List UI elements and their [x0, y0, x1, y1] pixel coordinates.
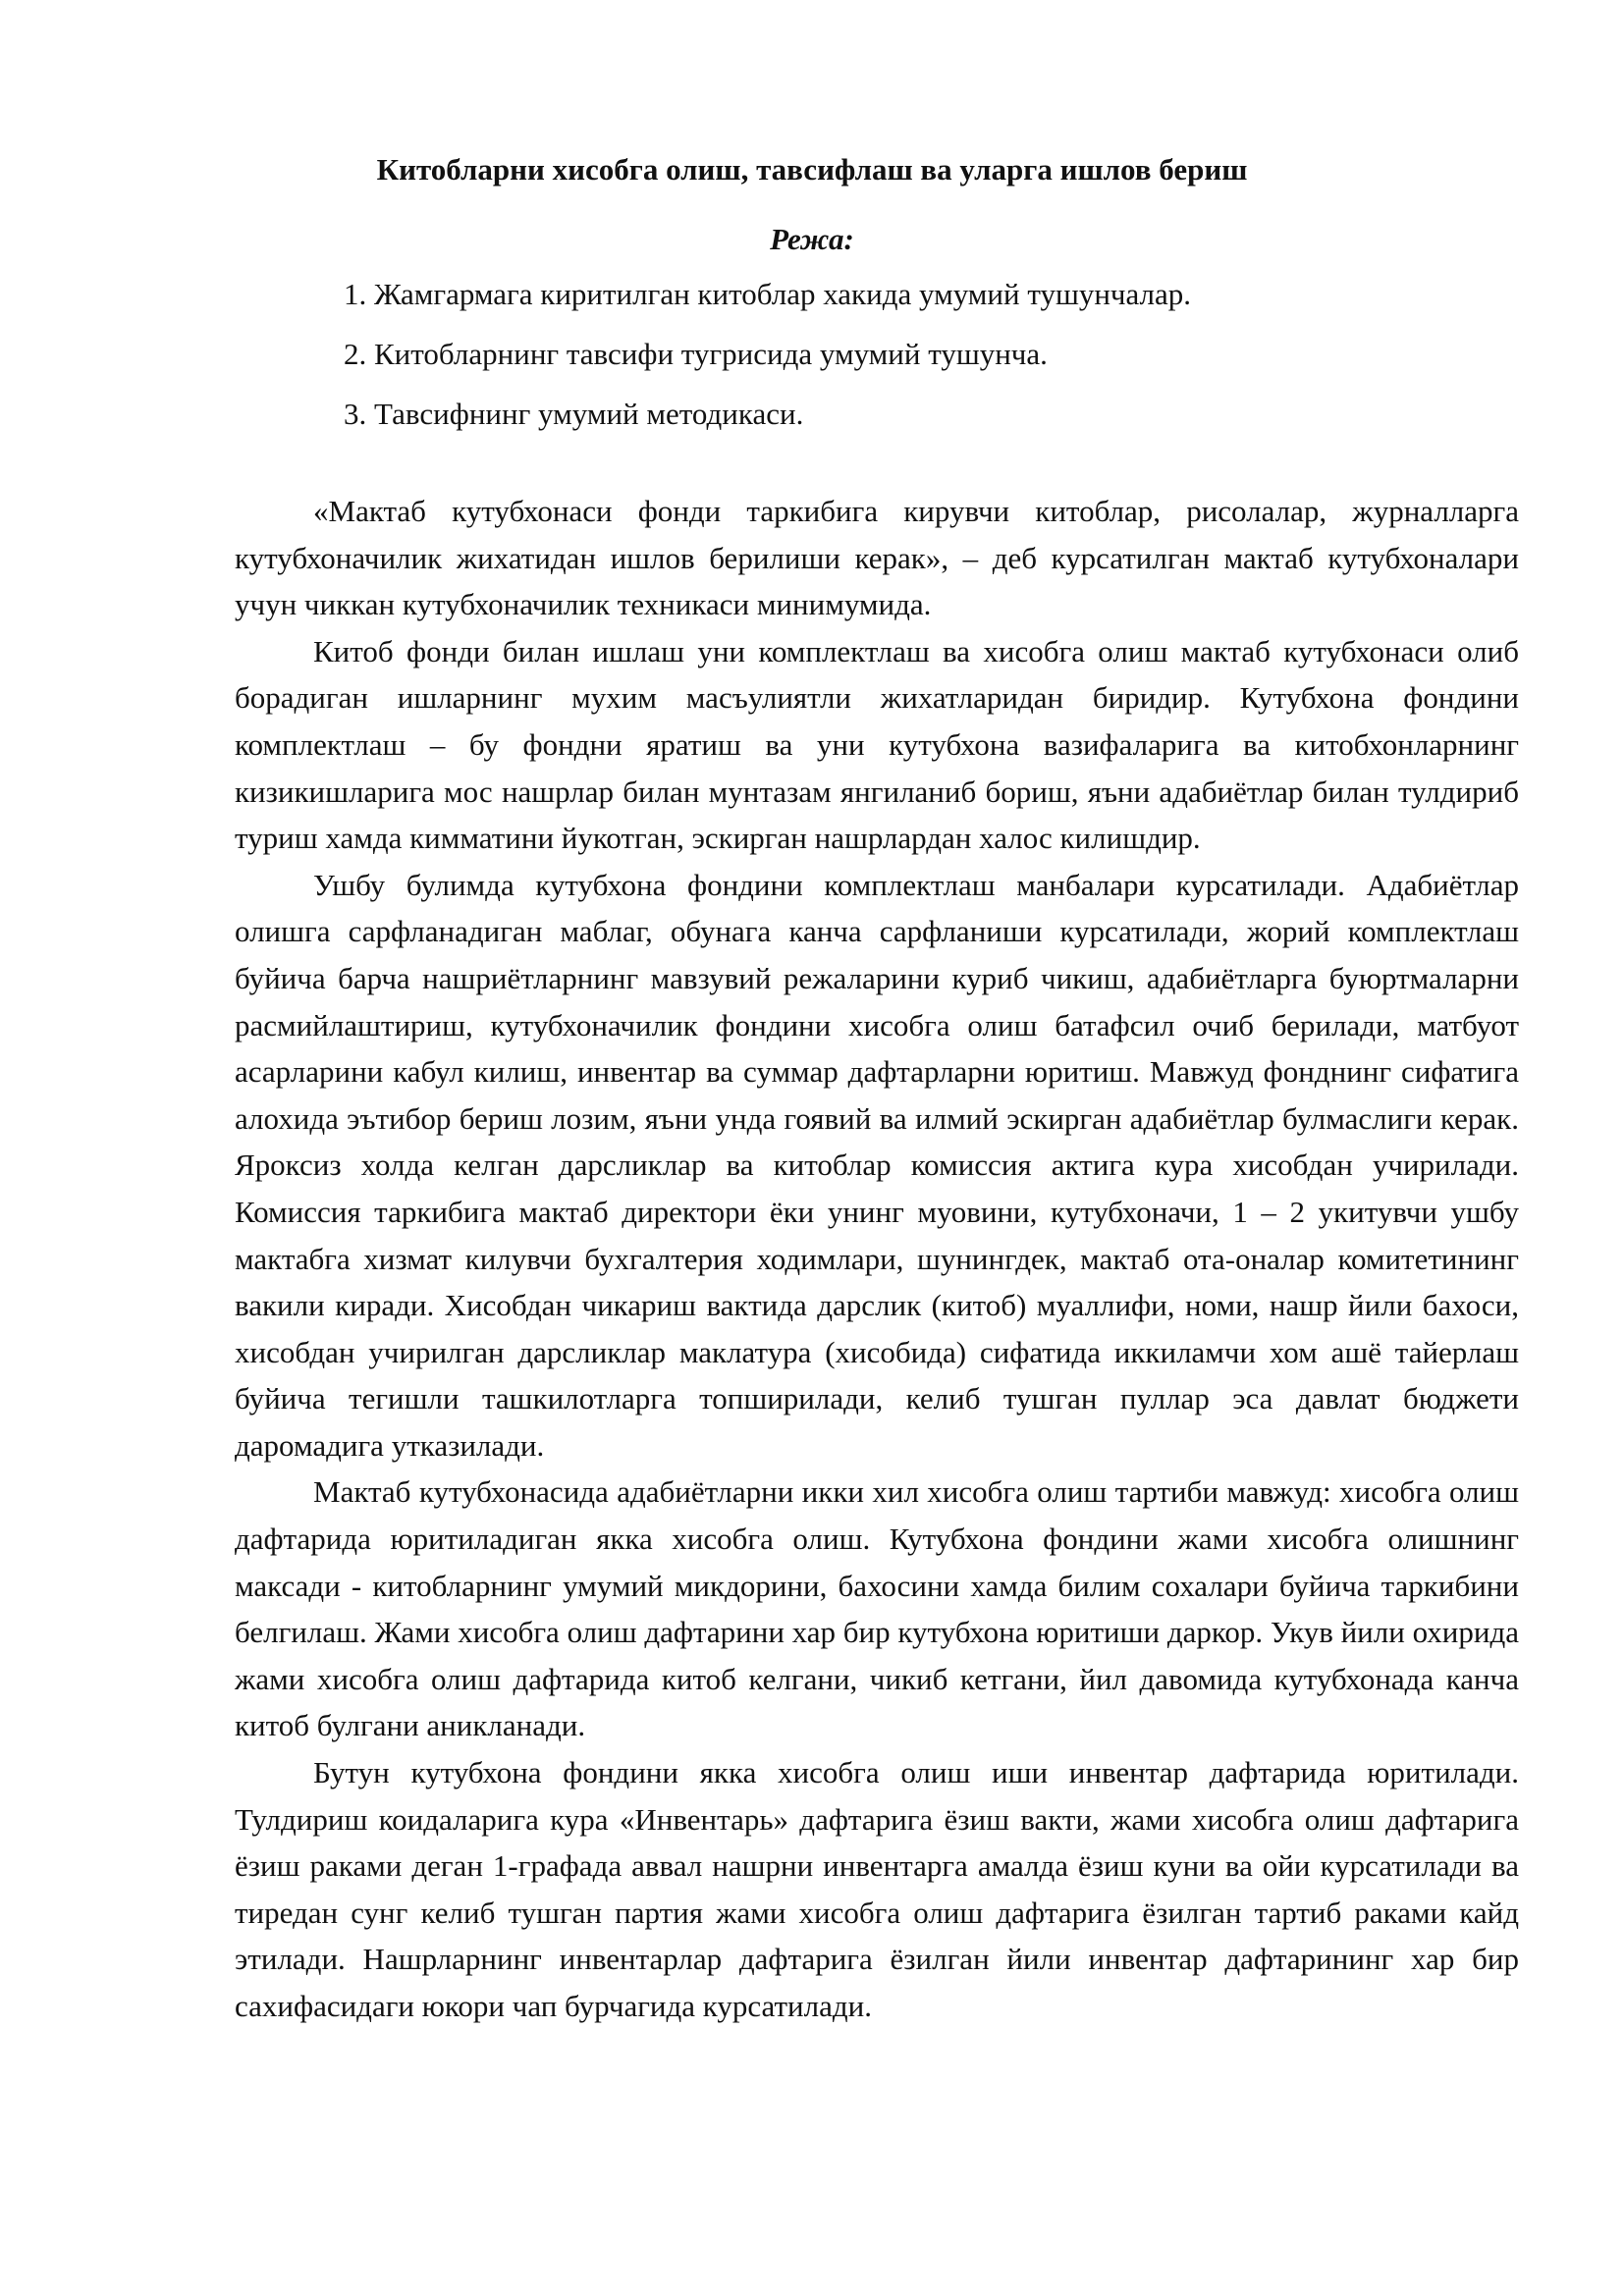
paragraph-3: Ушбу булимда кутубхона фондини комплектлаш манбалари курсатилади. Адабиётлар олишга сарфланадиган маблаг, обунага канча сарфланиши курсатилади, жорий комплектлаш буйича барча нашриётларнинг мавзувий режаларини куриб чикиш, адабиётларга буюртмаларни расмийлаштириш, кутубхоначилик фондини хисобга олиш батафсил очиб берилади, матбуот асарларини кабул килиш, инвентар ва суммар дафтарларни юритиш. Мавжуд фонднинг сифатига алохида эътибор бериш лозим, яъни унда гоявий ва илмий эскирган адабиётлар булмаслиги керак. Яроксиз холда келган дарсликлар ва китоблар комиссия актига кура хисобдан учирилади. Комиссия таркибига мактаб директори ёки унинг муовини, кутубхоначи, 1 – 2 укитувчи ушбу мактабга хизмат килувчи бухгалтерия ходимлари, шунингдек, мактаб ота-оналар комитетининг вакили киради. Хисобдан чикариш вактида дарслик (китоб) муаллифи, номи, нашр йили бахоси, хисобдан учирилган дарсликлар маклатура (хисобида) сифатида иккиламчи хом ашё тайерлаш буйича тегишли ташкилотларга топширилади, келиб тушган пуллар эса давлат бюджети даромадига утказилади.	[235, 867, 1519, 1463]
plan-item-3: 3. Тавсифнинг умумий методикаси.	[344, 397, 804, 431]
paragraph-4: Мактаб кутубхонасида адабиётларни икки хил хисобга олиш тартиби мавжуд: хисобга олиш дафтарида юритиладиган якка хисобга олиш. Кутубхона фондини жами хисобга олишнинг максади - китобларнинг умумий микдорини, бахосини хамда билим сохалари буйича таркибини белгилаш. Жами хисобга олиш дафтарини хар бир кутубхона юритиши даркор. Укув йили охирида жами хисобга олиш дафтарида китоб келгани, чикиб кетгани, йил давомида кутубхонада канча китоб булгани аникланади.	[235, 1474, 1520, 1743]
plan-heading: Режа:	[770, 222, 854, 256]
plan-item-2: 2. Китобларнинг тавсифи тугрисида умумий тушунча.	[344, 337, 1048, 371]
paragraph-2: Китоб фонди билан ишлаш уни комплектлаш ва хисобга олиш мактаб кутубхонаси олиб борадиган ишларнинг мухим масъулиятли жихатларидан биридир. Кутубхона фондини комплектлаш – бу фондни яратиш ва уни кутубхона вазифаларига ва китобхонларнинг кизикишларига мос нашрлар билан мунтазам янгиланиб бориш, яъни адабиётлар билан тулдириб туриш хамда кимматини йукотган, эскирган нашрлардан халос килишдир.	[235, 633, 1519, 856]
body-text	[235, 488, 1519, 2030]
plan-list	[344, 275, 1424, 454]
plan-item-1: 1. Жамгармага киритилган китоблар хакида умумий тушунчалар.	[344, 277, 1192, 311]
paragraph-5: Бутун кутубхона фондини якка хисобга олиш иши инвентар дафтарида юритилади. Тулдириш коидаларига кура «Инвентарь» дафтарига ёзиш вакти, жами хисобга олиш дафтарига ёзиш раками деган 1-графада аввал нашрни инвентарга амалда ёзиш куни ва ойи курсатилади ва тиредан сунг келиб тушган партия жами хисобга олиш дафтарига ёзилган тартиб раками кайд этилади. Нашрларнинг инвентарлар дафтарига ёзилган йили инвентар дафтарининг хар бир сахифасидаги юкори чап бурчагида курсатилади.	[235, 1755, 1519, 2023]
paragraph-1: «Мактаб кутубхонаси фонди таркибига кирувчи китоблар, рисолалар, журналларга кутубхоначилик жихатидан ишлов берилиши керак», – деб курсатилган мактаб кутубхоналари учун чиккан кутубхоначилик техникаси минимумида.	[235, 494, 1519, 622]
document-title: Китобларни хисобга олиш, тавсифлаш ва уларга ишлов бериш	[376, 152, 1248, 187]
